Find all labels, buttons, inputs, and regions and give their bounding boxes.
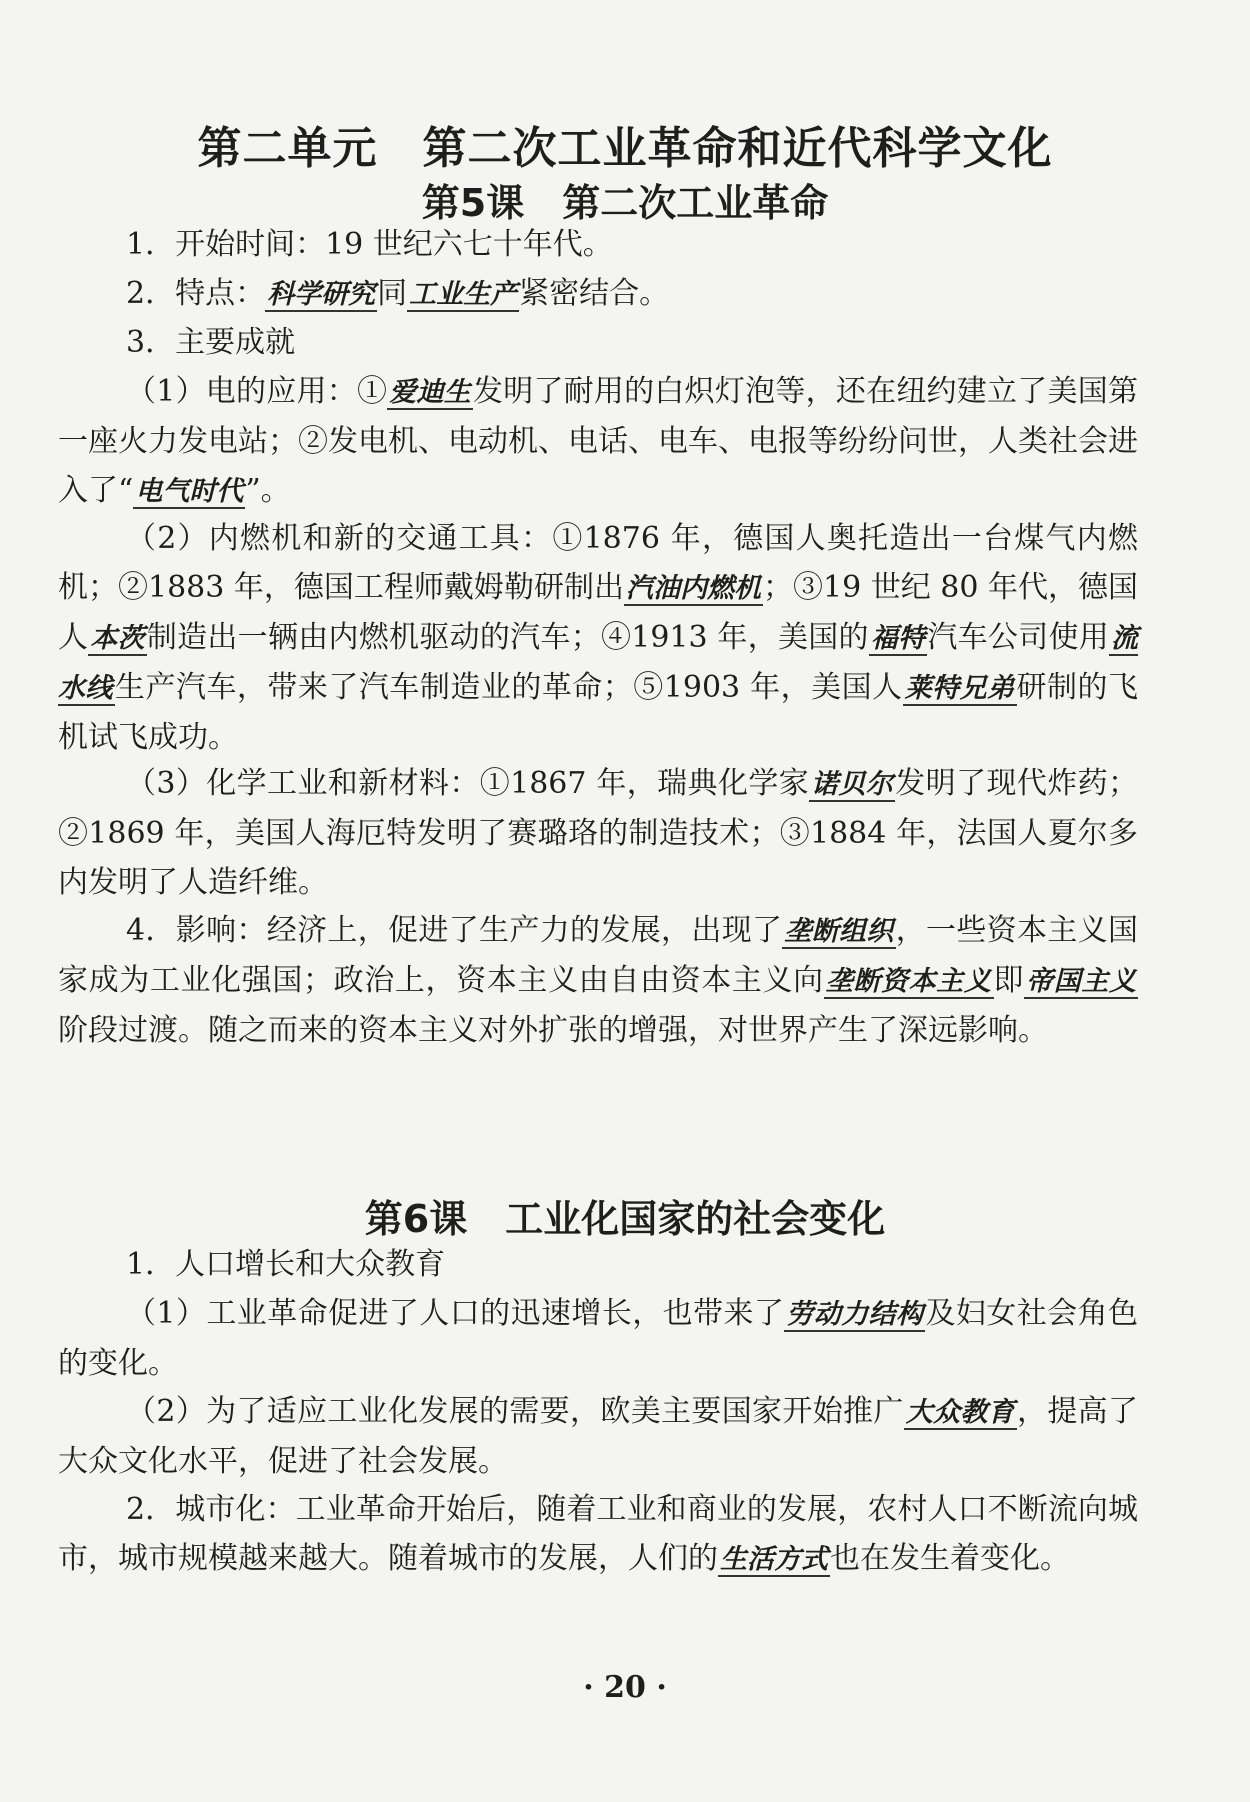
text: ，一些资本主义国家成为工业化强国；政治上，资本主义由自由资本主义向 xyxy=(58,913,1139,998)
answer-blank: 汽油内燃机 xyxy=(625,573,761,604)
answer-blank: 爱迪生 xyxy=(389,377,471,408)
text: ”。 xyxy=(245,473,291,508)
text: ；③19 世纪 80 年代，德国人 xyxy=(58,570,1139,655)
answer-blank: 垄断组织 xyxy=(784,916,894,947)
text: 2．特点： xyxy=(126,276,266,311)
chemistry-paragraph xyxy=(58,759,1138,907)
text: 2．城市化：工业革命开始后，随着工业和商业的发展，农村人口不断流向城市，城市规模越来越大。随着城市的发展，人们的 xyxy=(58,1492,1138,1576)
page-number: · 20 · xyxy=(583,1670,667,1705)
answer-blank: 大众教育 xyxy=(905,1397,1016,1428)
text: 制造出一辆由内燃机驱动的汽车；④1913 年，美国的 xyxy=(146,620,869,655)
text: 紧密结合。 xyxy=(519,276,670,311)
electricity-paragraph xyxy=(58,367,1138,516)
text: 也在发生着变化。 xyxy=(830,1541,1070,1576)
text: 汽车公司使用 xyxy=(927,620,1110,655)
text: 即 xyxy=(993,963,1025,998)
text: 及妇女社会角色的变化。 xyxy=(58,1296,1138,1381)
impact-paragraph xyxy=(58,906,1138,1055)
text: （1）电的应用：① xyxy=(126,374,388,409)
start-time-item: 1．开始时间：19 世纪六七十年代。 xyxy=(126,227,613,262)
lesson-5-title: 第5课 第二次工业革命 xyxy=(421,181,829,225)
answer-blank: 本茨 xyxy=(90,623,145,654)
education-paragraph xyxy=(58,1387,1138,1486)
text: 发明了现代炸药；②1869 年，美国人海厄特发明了赛璐珞的制造技术；③1884 年，法国人夏尔多内发明了人造纤维。 xyxy=(58,766,1139,900)
answer-blank: 生活方式 xyxy=(720,1544,828,1575)
answer-blank: 福特 xyxy=(870,623,926,654)
answer-blank: 诺贝尔 xyxy=(811,769,894,800)
answer-blank: 电气时代 xyxy=(135,476,244,507)
answer-blank: 劳动力结构 xyxy=(786,1299,924,1330)
answer-blank: 帝国主义 xyxy=(1026,966,1137,997)
answer-blank: 莱特兄弟 xyxy=(904,673,1015,704)
features-item xyxy=(126,269,1136,319)
answer-blank: 工业生产 xyxy=(409,279,518,310)
text: （1）工业革命促进了人口的迅速增长，也带来了 xyxy=(126,1296,785,1331)
text: （2）内燃机和新的交通工具：①1876 年，德国人奥托造出一台煤气内燃机；②1883 年，德国工程师戴姆勒研制出 xyxy=(58,521,1138,605)
text: 发明了耐用的白炽灯泡等，还在纽约建立了美国第一座火力发电站；②发电机、电动机、电话、电车、电报等纷纷问世，人类社会进入了“ xyxy=(58,374,1138,508)
text: 研制的飞机试飞成功。 xyxy=(58,670,1139,755)
text: ，提高了大众文化水平，促进了社会发展。 xyxy=(58,1394,1139,1479)
unit-title: 第二单元 第二次工业革命和近代科学文化 xyxy=(197,123,1053,174)
text: 4．影响：经济上，促进了生产力的发展，出现了 xyxy=(126,913,783,948)
population-heading: 1．人口增长和大众教育 xyxy=(126,1247,446,1282)
text: 生产汽车，带来了汽车制造业的革命；⑤1903 年，美国人 xyxy=(114,670,903,705)
text: 同 xyxy=(377,276,408,311)
lesson-6-title: 第6课 工业化国家的社会变化 xyxy=(364,1197,886,1241)
answer-blank: 流水线 xyxy=(58,623,1139,704)
text: （2）为了适应工业化发展的需要，欧美主要国家开始推广 xyxy=(126,1394,904,1429)
text: 阶段过渡。随之而来的资本主义对外扩张的增强，对世界产生了深远影响。 xyxy=(58,1013,1048,1048)
achievements-heading: 3．主要成就 xyxy=(126,325,296,360)
answer-blank: 垄断资本主义 xyxy=(825,966,992,997)
population-paragraph xyxy=(58,1289,1138,1388)
answer-blank: 科学研究 xyxy=(267,279,376,310)
text: （3）化学工业和新材料：①1867 年，瑞典化学家 xyxy=(126,766,810,801)
urbanization-paragraph xyxy=(58,1485,1138,1584)
engine-transport-paragraph xyxy=(58,514,1138,762)
